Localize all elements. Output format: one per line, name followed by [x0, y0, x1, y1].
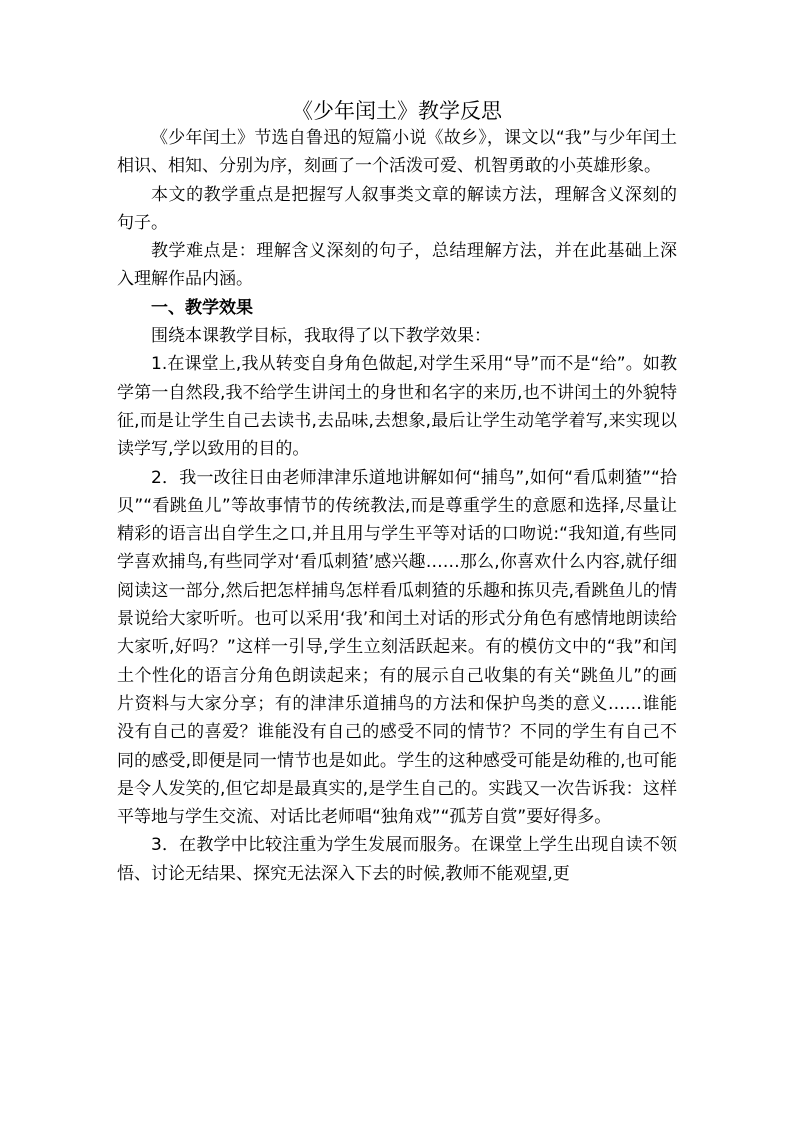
paragraph-point-3: 3．在教学中比较注重为学生发展而服务。在课堂上学生出现自读不领悟、讨论无结果、探究无法深入下去的时候,教师不能观望,更	[117, 835, 677, 884]
paragraph-effect-intro: 围绕本课教学目标，我取得了以下教学效果：	[151, 326, 491, 347]
paragraph-point-1: 1.在课堂上,我从转变自身角色做起,对学生采用“导”而不是“给”。如教学第一自然段,我不给学生讲闰土的身世和名字的来历,也不讲闰土的外貌特征,而是让学生自己去读书,去品味,去想象,最后让学生动笔学着写,来实现以读学写,学以致用的目的。	[117, 354, 677, 460]
paragraph-intro: 《少年闰土》节选自鲁迅的短篇小说《故乡》，课文以“我”与少年闰土相识、相知、分别为序，刻画了一个活泼可爱、机智勇敢的小英雄形象。	[117, 128, 677, 177]
paragraph-difficulty: 教学难点是：理解含义深刻的句子，总结理解方法，并在此基础上深入理解作品内涵。	[117, 241, 677, 290]
document-title: 《少年闰土》教学反思	[292, 99, 502, 123]
paragraph-key-point: 本文的教学重点是把握写人叙事类文章的解读方法，理解含义深刻的句子。	[117, 184, 677, 233]
section-heading: 一、教学效果	[151, 297, 253, 318]
document-body	[117, 124, 677, 888]
paragraph-point-2: 2．我一改往日由老师津津乐道地讲解如何“捕鸟”,如何“看瓜刺猹”“拾贝”“看跳鱼儿”等故事情节的传统教法,而是尊重学生的意愿和选择,尽量让精彩的语言出自学生之口,并且用与学生平等对话的口吻说:“我知道,有些同学喜欢捕鸟,有些同学对‘看瓜刺猹’感兴趣……那么,你喜欢什么内容,就仔细阅读这一部分,然后把怎样捕鸟怎样看瓜刺猹的乐趣和拣贝壳,看跳鱼儿的情景说给大家听听。也可以采用‘我’和闰土对话的形式分角色有感情地朗读给大家听,好吗？”这样一引导,学生立刻活跃起来。有的模仿文中的“我”和闰土个性化的语言分角色朗读起来；有的展示自己收集的有关“跳鱼儿”的画片资料与大家分享；有的津津乐道捕鸟的方法和保护鸟类的意义……谁能没有自己的喜爱？谁能没有自己的感受不同的情节？不同的学生有自己不同的感受,即便是同一情节也是如此。学生的这种感受可能是幼稚的,也可能是令人发笑的,但它却是最真实的,是学生自己的。实践又一次告诉我：这样平等地与学生交流、对话比老师唱“独角戏”“孤芳自赏”要好得多。	[117, 467, 677, 828]
